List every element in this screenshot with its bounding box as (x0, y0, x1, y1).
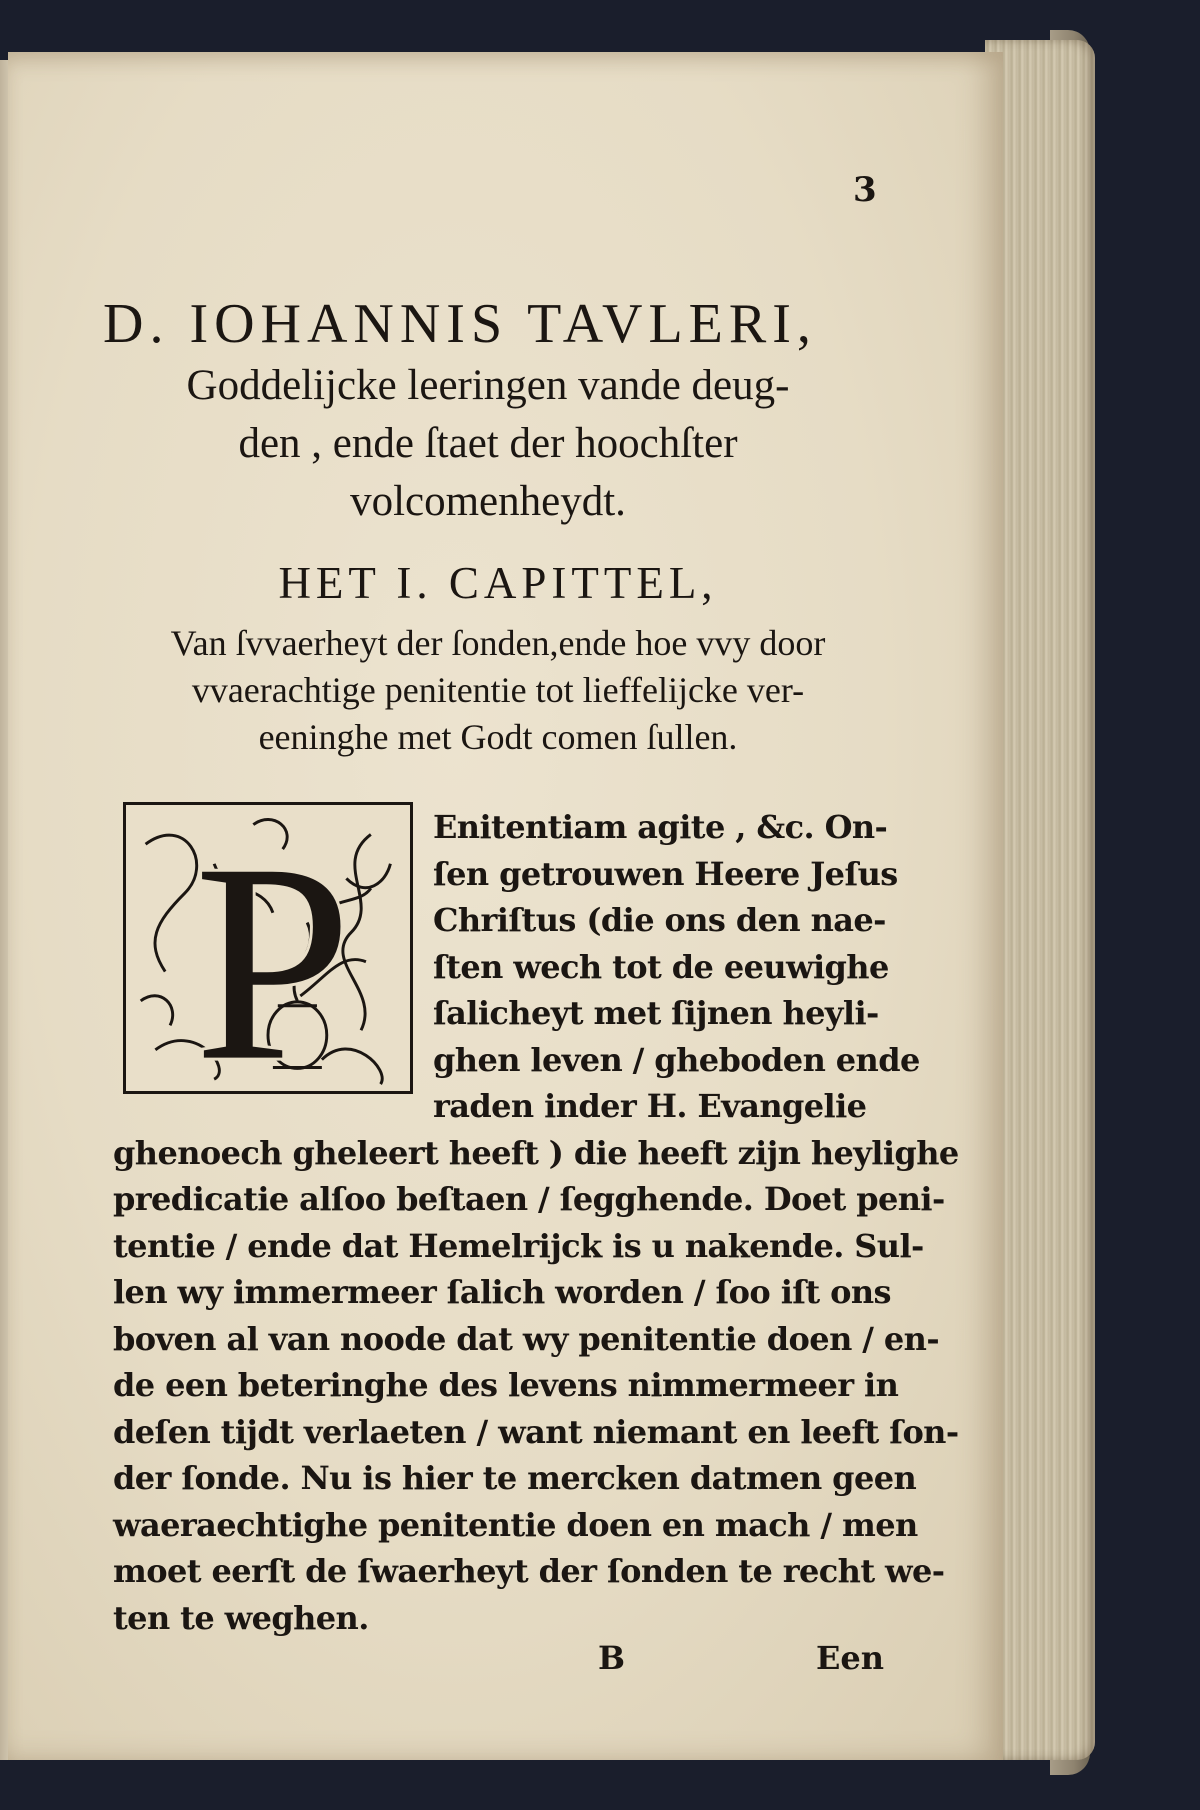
summary-line: eeninghe met Godt comen ſullen. (258, 717, 738, 757)
initial-letter-glyph: P (193, 805, 352, 1091)
text-line: ghen leven / gheboden ende (433, 1040, 920, 1079)
text-line: der ſonde. Nu is hier te mercken datmen geen (113, 1459, 917, 1497)
text-line: Chriſtus (die ons den nae- (433, 901, 886, 939)
chapter-summary (103, 620, 893, 761)
subtitle-line: Goddelijcke leeringen vande deug- (186, 362, 790, 409)
book-page (8, 52, 1003, 1760)
text-line: ten te weghen. (113, 1598, 369, 1637)
text-line: len wy immermeer ſalich worden / ſoo iſt ons (113, 1273, 891, 1311)
text-line: predicatie alſoo beſtaen / ſegghende. Doet peni- (113, 1180, 945, 1218)
work-subtitle (88, 357, 888, 531)
catchword: Een (816, 1639, 885, 1677)
text-line: moet eerſt de ſwaerheyt der ſonden te recht we- (113, 1552, 945, 1590)
text-line: tentie / ende dat Hemelrijck is u nakende. Sul- (113, 1226, 924, 1265)
text-line: deſen tijdt verlaeten / want niemant en leeft ſon- (113, 1412, 959, 1451)
text-line: de een beteringhe des levens nimmermeer in (113, 1366, 899, 1404)
text-line: waeraechtighe penitentie doen en mach / men (113, 1505, 918, 1544)
text-line: Enitentiam agite , &c. On- (433, 808, 888, 846)
text-line: raden inder H. Evangelie (433, 1087, 867, 1125)
subtitle-line: volcomenheydt. (350, 478, 626, 525)
signature-mark: B (598, 1639, 626, 1677)
author-title: D. IOHANNIS TAVLERI, (103, 293, 817, 355)
summary-line: Van ſvvaerheyt der ſonden,ende hoe vvy door (170, 623, 826, 663)
body-text (113, 804, 959, 1641)
folio-number: 3 (853, 170, 877, 210)
subtitle-line: den , ende ſtaet der hoochſter (238, 420, 738, 467)
text-line: ſalicheyt met ſijnen heyli- (433, 994, 879, 1032)
text-line: boven al van noode dat wy penitentie doen / en- (113, 1319, 940, 1358)
summary-line: vvaerachtige penitentie tot lieffelijcke ver- (191, 670, 805, 710)
text-line: ſen getrouwen Heere Jeſus (433, 854, 898, 893)
text-line: ſten wech tot de eeuwighe (433, 947, 889, 986)
chapter-heading: HET I. CAPITTEL, (278, 558, 718, 608)
text-line: ghenoech gheleert heeft ) die heeft zijn heylighe (113, 1133, 959, 1172)
